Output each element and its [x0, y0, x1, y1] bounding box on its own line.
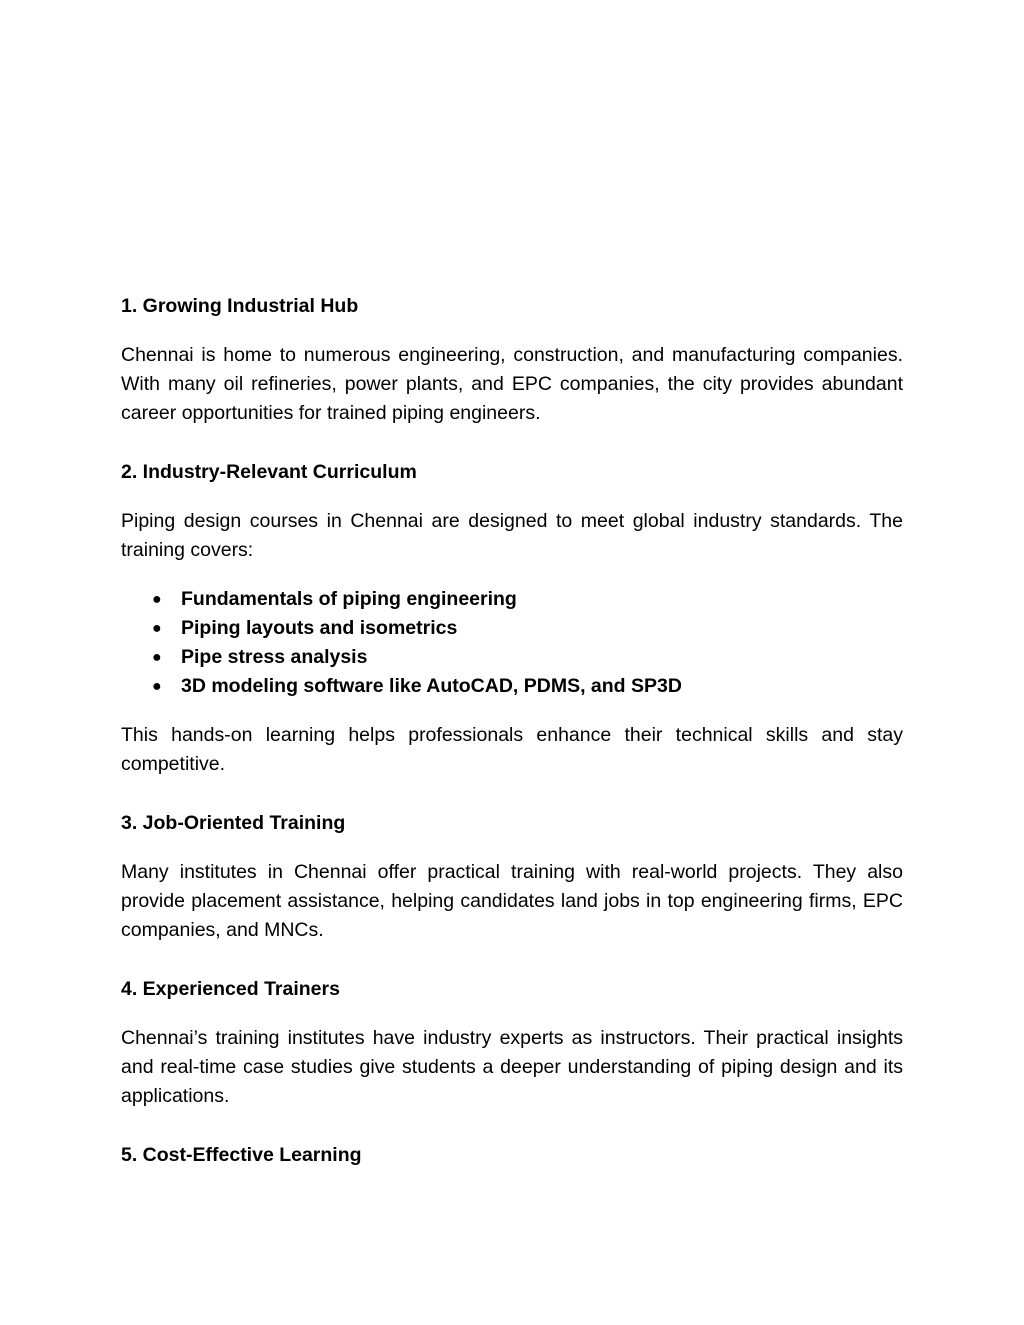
list-item-text: 3D modeling software like AutoCAD, PDMS, and SP3D [181, 675, 682, 697]
section-closing-2: This hands-on learning helps professionals enhance their technical skills and stay competitive. [121, 724, 903, 775]
list-item-text: Piping layouts and isometrics [181, 617, 458, 639]
section-heading-5: 5. Cost-Effective Learning [121, 1144, 362, 1166]
list-item-text: Pipe stress analysis [181, 646, 368, 668]
curriculum-list [121, 585, 903, 701]
section-heading-4: 4. Experienced Trainers [121, 978, 340, 1000]
list-item [121, 614, 903, 643]
bullet-icon: ● [152, 649, 162, 666]
list-item [121, 585, 903, 614]
section-paragraph-1: Chennai is home to numerous engineering, construction, and manufacturing companies. With many oil refineries, power plants, and EPC companies, the city provides abundant career opportunities for trained piping engineers. [121, 344, 903, 424]
section-heading-1: 1. Growing Industrial Hub [121, 295, 359, 317]
section-heading-2: 2. Industry-Relevant Curriculum [121, 461, 417, 483]
bullet-icon: ● [152, 591, 162, 608]
section-paragraph-4: Chennai’s training institutes have industry experts as instructors. Their practical insights and real-time case studies give students a deeper understanding of piping design and its applications. [121, 1027, 903, 1107]
section-paragraph-3: Many institutes in Chennai offer practical training with real-world projects. They also provide placement assistance, helping candidates land jobs in top engineering firms, EPC companies, and MNCs. [121, 861, 903, 941]
document-page [121, 292, 903, 1170]
list-item [121, 643, 903, 672]
list-item [121, 672, 903, 701]
section-paragraph-2: Piping design courses in Chennai are designed to meet global industry standards. The training covers: [121, 510, 903, 561]
bullet-icon: ● [152, 620, 162, 637]
list-item-text: Fundamentals of piping engineering [181, 588, 517, 610]
bullet-icon: ● [152, 678, 162, 695]
section-heading-3: 3. Job-Oriented Training [121, 812, 346, 834]
